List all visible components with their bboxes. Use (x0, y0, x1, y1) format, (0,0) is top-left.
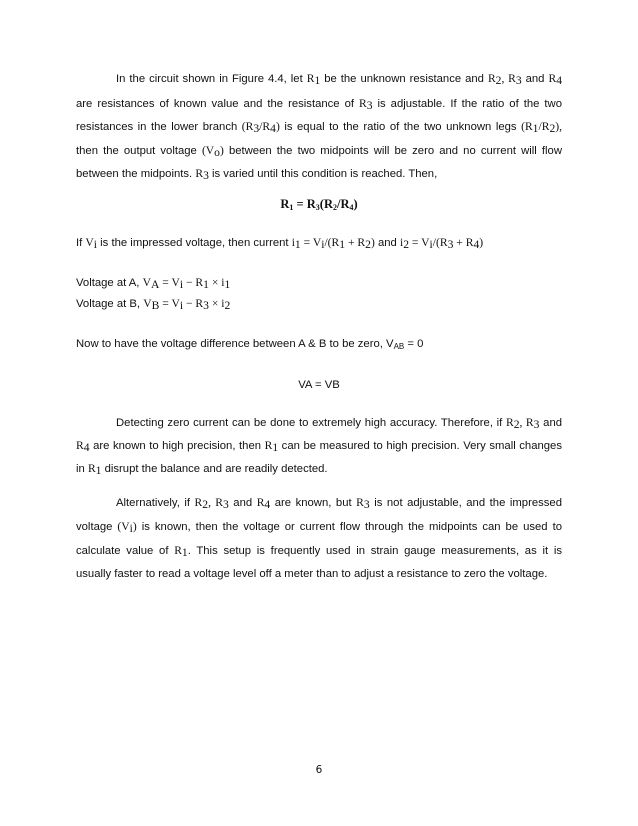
page-number: 6 (315, 764, 323, 776)
para3-line1: Alternatively, if $R_2$, $R_3$ and $R_4$ are known, but $R_3$ is not adjustable, and the impressed (116, 496, 562, 511)
para2-line2: $R_4$ are known to high precision, then $R_1$ can be measured to high precision. Very small changes (76, 439, 562, 454)
balance-formula: $R_1 = R_3(R_2/R_4)$ (280, 197, 358, 212)
para2-line3: in $R_1$ disrupt the balance and are readily detected. (76, 462, 328, 477)
para1-line5: between the midpoints. $R_3$ is varied until this condition is reached. Then, (76, 167, 438, 182)
para3-line3: calculate value of $R_1$. This setup is frequently used in strain gauge measurements, as it is (76, 544, 562, 559)
para2-line1: Detecting zero current can be done to extremely high accuracy. Therefore, if $R_2$, $R_3$ and (116, 416, 563, 431)
para1-line1: In the circuit shown in Figure 4.4, let $R_1$ be the unknown resistance and $R_2$, $R_3$ and $R_4$ (116, 72, 562, 87)
para1-line3: resistances in the lower branch $(R_3/R_4)$ is equal to the ratio of the two unknown legs $(R_1/R_2)$, (76, 120, 562, 135)
impressed-voltage-line: If $V_i$ is the impressed voltage, then current $i_1 = V_i/(R_1 + R_2)$ and $i_2 = V_i/(R_3 + R_4)$ (76, 236, 484, 251)
para1-line2: are resistances of known value and the resistance of $R_3$ is adjustable. If the ratio of the two (76, 97, 562, 112)
voltage-at-b: Voltage at B, $V_B = V_i - R_3 \times i_2$ (76, 297, 231, 312)
para3-line2: voltage $(V_i)$ is known, then the voltage or current flow through the midpoints can be used to (76, 520, 562, 535)
para1-line4: then the output voltage $(V_o)$ between the two midpoints will be zero and no current will flow (76, 144, 562, 159)
voltage-at-a: Voltage at A, $V_A = V_i - R_1 \times i_1$ (76, 276, 231, 291)
vab-zero-line: Now to have the voltage difference between A & B to be zero, $V_{AB} = 0$ (76, 338, 424, 351)
para3-line4: usually faster to read a voltage level off a meter than to adjust a resistance to zero the voltage. (76, 568, 548, 580)
va-equals-vb: VA = VB (298, 379, 340, 391)
